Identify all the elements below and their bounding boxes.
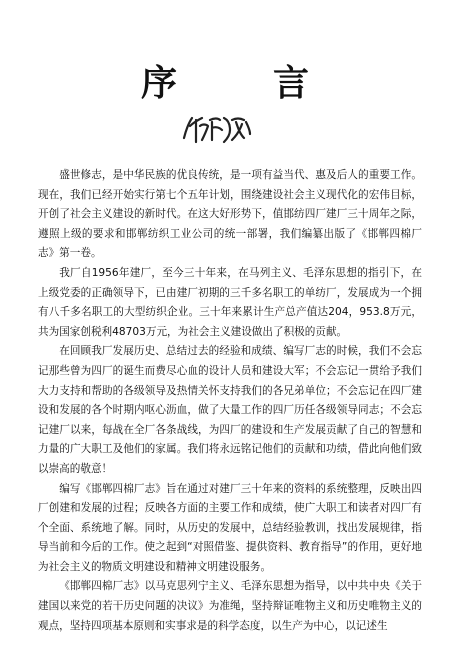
paragraph-2: 我厂自1956年建厂，至今三十年来，在马列主义、毛泽东思想的指引下，在上级党委的正确领导下，已由建厂初期的三千多名职工的单纺厂，发展成为一个拥有八千多名职工的大型纺织企业。三十年来累计生产总产值达204，953.8万元，共为国家创税利48703万元，为社会主义建设做出了积极的贡献。	[38, 266, 422, 338]
signature-image	[178, 108, 258, 148]
paragraph-4: 编写《邯郸四棉厂志》旨在通过对建厂三十年来的资料的系统整理，反映出四厂创建和发展的过程；反映各方面的主要工作和成绩，使广大职工和读者对四厂有个全面、系统地了解。同时，从历史的发展中，总结经验教训，找出发展规律，指导当前和今后的工作。使之起到“对照借鉴、提供资料、教育指导”的作用，更好地为社会主义的物质文明建设和精神文明建设服务。	[38, 482, 422, 573]
page-title: 序 言	[140, 63, 339, 104]
paragraph-3: 在回顾我厂发展历史、总结过去的经验和成绩、编写厂志的时候，我们不会忘记那些曾为四厂的诞生而费尽心血的设计人员和建设大军；不会忘记一贯给予我们大力支持和帮助的各级领导及热情关怀支持我们的各兄弟单位；不会忘记在四厂建设和发展的各个时期内呕心沥血，做了大量工作的四厂历任各级领导同志；不会忘记建厂以来，每战在全厂各条战线，为四厂的建设和生产发展贡献了自己的智慧和力量的广大职工及他们的家属。我们将永远铭记他们的贡献和功绩，借此向他们致以崇高的敬意！	[38, 345, 422, 475]
paragraph-5: 《邯郸四棉厂志》以马克思列宁主义、毛泽东思想为指导，以中共中央《关于建国以来党的若干历史问题的决议》为准绳，坚持辩证唯物主义和历史唯物主义的观点，坚持四项基本原则和实事求是的科学态度，以生产为中心，以记述生	[38, 580, 422, 632]
paragraph-1: 盛世修志，是中华民族的优良传统，是一项有益当代、惠及后人的重要工作。现在，我们已经开始实行第七个五年计划，围绕建设社会主义现代化的宏伟目标，开创了社会主义建设的新时代。在这大好形势下，值邯纺四厂建厂三十周年之际，遵照上级的要求和邯郸纺织工业公司的统一部署，我们编纂出版了《邯郸四棉厂志》第一卷。	[38, 169, 422, 260]
body-text	[38, 166, 422, 636]
